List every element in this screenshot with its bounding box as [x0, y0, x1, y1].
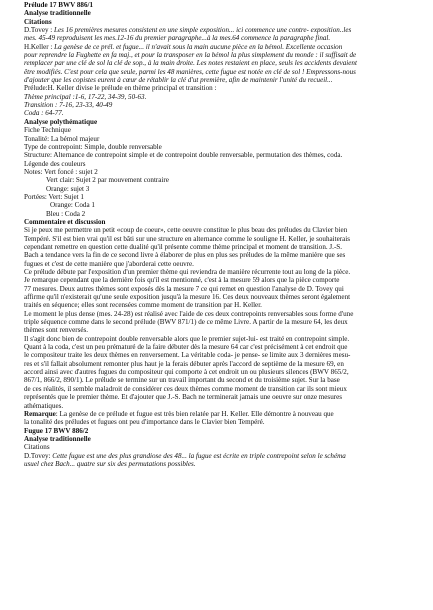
portees-legend-row: Orange: Coda 1 — [50, 201, 95, 210]
commentary-line: triple séquence comme dans le second prélude (BWV 871/1) de ce même Livre. A partir de la mesure 64, les deux — [24, 318, 348, 327]
section-heading-commentaire: Commentaire et discussion — [24, 217, 106, 226]
section-heading-analyse-traditionnelle: Analyse traditionnelle — [24, 9, 91, 18]
commentary-line: Si je peux me permettre un petit «coup de coeur», cette oeuvre constitue le plus beau des préludes du Clavier bien — [24, 226, 348, 235]
keller-quote-line: H.Keller : La genèse de ce prél. et fugue... il n'avait sous la main aucune pièce en la bémol. Excellente occasion — [24, 42, 343, 51]
remarque-line: la tonalité des préludes et fugues ont peu d'importance dans le Clavier bien Tempéré. — [24, 418, 265, 427]
tovey-quote-line: D.Tovey : Les 16 premières mesures consistent en une simple exposition... ici commence une contre- exposition..les — [24, 26, 352, 35]
keller-quote-line: remplacer par une clé de sol la clé de sop., à la main droite. Les notes restaient en place, seuls les accidents devaient — [24, 59, 357, 68]
commentary-line: Bach a tendance vers la fin de ce second livre à élaborer de plus en plus ses préludes de la même manière que ses — [24, 251, 346, 260]
keller-label: H.Keller : — [24, 42, 55, 51]
tovey2-quote-line: D.Tovey: Cette fugue est une des plus grandiose des 48... la fugue est écrite en triple contrepoint selon le schéma — [24, 451, 346, 460]
tovey2-quote-line: usuel chez Bach... quatre sur six des permutations possibles. — [24, 459, 196, 468]
commentary-line: Ce prélude débute par l'exposition d'un premier thème qui reviendra de manière récurrente tout au long de la pièce. — [24, 268, 351, 276]
prelude-heading: Prélude 17 BWV 886/1 — [24, 1, 94, 9]
commentary-line: Quant à la coda, c'est un peu prématuré de la faire débuter dès la mesure 64 car c'est précisément à cet endroit que — [24, 343, 348, 352]
tovey-label: D.Tovey : — [24, 26, 55, 35]
keller-quote-line: d'ajouter que les copistes eurent à cœur de rétablir la clé d'ut première, afin de maintenir l'unité du recueil... — [24, 76, 333, 85]
commentary-line: accord ainsi avec d'autres fugues du compositeur qui comporte à cet endroit un ou plusieurs silences (BWV 865/2, — [24, 368, 349, 377]
commentary-line: le compositeur traite les deux thèmes en renversement. La véritable coda- je pense- se limite aux 3 dernières mesu- — [24, 351, 351, 360]
commentary-line: Le moment le plus dense (mes. 24-28) est réalisé avec l'aide de ces deux contrepoints renversables sous forme d'une — [24, 309, 354, 318]
coda-text: Coda : 64-77. — [24, 109, 64, 118]
tonalite-text: Tonalité: La bémol majeur — [24, 134, 100, 143]
commentary-line: thèmes sont renversés. — [24, 326, 89, 335]
structure-text: Structure: Alternance de contrepoint simple et de contrepoint double renversable, permutation des thèmes, coda. — [24, 151, 343, 160]
prelude-division-text: Prélude:H. Keller divise le prélude en thème principal et transition : — [24, 84, 217, 93]
commentary-line: représentés que le premier thème. Et d'ajouter que J.-S. Bach ne terminerait jamais une oeuvre sur onze mesures — [24, 393, 343, 402]
transition-text: Transition : 7-16, 23-33, 40-49 — [24, 101, 113, 110]
remarque-label: Remarque — [24, 409, 56, 418]
section-heading-citations-2: Citations — [24, 443, 50, 452]
commentary-body — [24, 226, 426, 410]
section-heading-citations: Citations — [24, 17, 52, 26]
fiche-technique-text: Fiche Technique — [24, 126, 71, 135]
commentary-line: de ces réalités, il semble maladroit de considérer ces deux thèmes comme moment de transition car ils sont mieux — [24, 384, 347, 393]
type-contrepoint-text: Type de contrepoint: Simple, double renversable — [24, 142, 162, 151]
tovey-quote-line: mes. 45-49 reproduisent les mes.12-16 du premier paragraphe...à la mes.64 commence la paragraphe final. — [24, 34, 331, 43]
commentary-line: res et s'il fallait absolument remonter plus haut je la ferais débuter après l'accord de septième de la mesure 69, en — [24, 359, 344, 368]
theme-principal-text: Thème principal :1-6, 17-22, 34-39, 50-63. — [24, 92, 147, 101]
commentary-line: fugues et c'est de cette manière que j'aborderai cette oeuvre. — [24, 259, 194, 268]
section-heading-analyse-polythematique: Analyse polythématique — [24, 117, 98, 126]
commentary-line: Tempéré. S'il est bien vrai qu'il est bâti sur une structure en alternance comme le souligne H. Keller, je souhaiterais — [24, 234, 351, 243]
commentary-line: affirme qu'il n'existerait qu'une seule exposition jusqu'à la mesure 16. Ces deux nouveaux thèmes seront également — [24, 293, 351, 302]
keller-quote-line: être modifiés. C'est pour cela que seule, parmi les 48 manières, cette fugue est notée en clé de sol ! Empressons-nous — [24, 67, 356, 76]
commentary-line: athématiques. — [24, 401, 64, 410]
notes-legend-row: Orange: sujet 3 — [46, 184, 90, 193]
legende-text: Légende des couleurs — [24, 159, 86, 168]
commentary-line: traités en séquence; elles sont recensées comme moment de transition par H. Keller. — [24, 301, 262, 310]
commentary-line: 867/1, 866/2, 890/1). Le prélude se termine sur un travail important du second et du troisième sujet. Sur la base — [24, 376, 340, 385]
commentary-line: Je remarque cependant que la dernière fois qu'il est mentionné, c'est à la mesure 59 alors que la pièce comporte — [24, 276, 340, 285]
notes-legend-row: Notes: Vert foncé : sujet 2 — [24, 167, 98, 176]
notes-legend-row: Vert clair: Sujet 2 par mouvement contraire — [46, 176, 169, 185]
fugue-heading: Fugue 17 BWV 886/2 — [24, 426, 89, 435]
commentary-line: Il s'agit donc bien de contrepoint double renversable alors que le premier sujet-lui- est traité en contrepoint simple. — [24, 334, 350, 343]
keller-quote-line: pour reprendre la Fughette en fa maj., et pour la transposer en la bémol la plus simplement du monde : il suffisait de — [24, 51, 357, 60]
portees-legend-row: Portées: Vert: Sujet 1 — [24, 192, 84, 201]
commentary-line: cependant remettre en question cette dualité qu'il présente comme thème principal et moment de transition. J.-S. — [24, 242, 343, 251]
portees-legend-row: Bleu : Coda 2 — [46, 209, 86, 218]
remarque-line: Remarque: La genèse de ce prélude et fugue est très bien relatée par H. Keller. Elle démontre à nouveau que — [24, 409, 334, 418]
tovey2-label: D.Tovey: — [24, 451, 53, 460]
section-heading-analyse-traditionnelle-2: Analyse traditionnelle — [24, 434, 91, 443]
commentary-line: 77 mesures. Deux autres thèmes sont exposés dès la mesure 7 ce qui remet en question l'analyse de D. Tovey qui — [24, 284, 344, 293]
